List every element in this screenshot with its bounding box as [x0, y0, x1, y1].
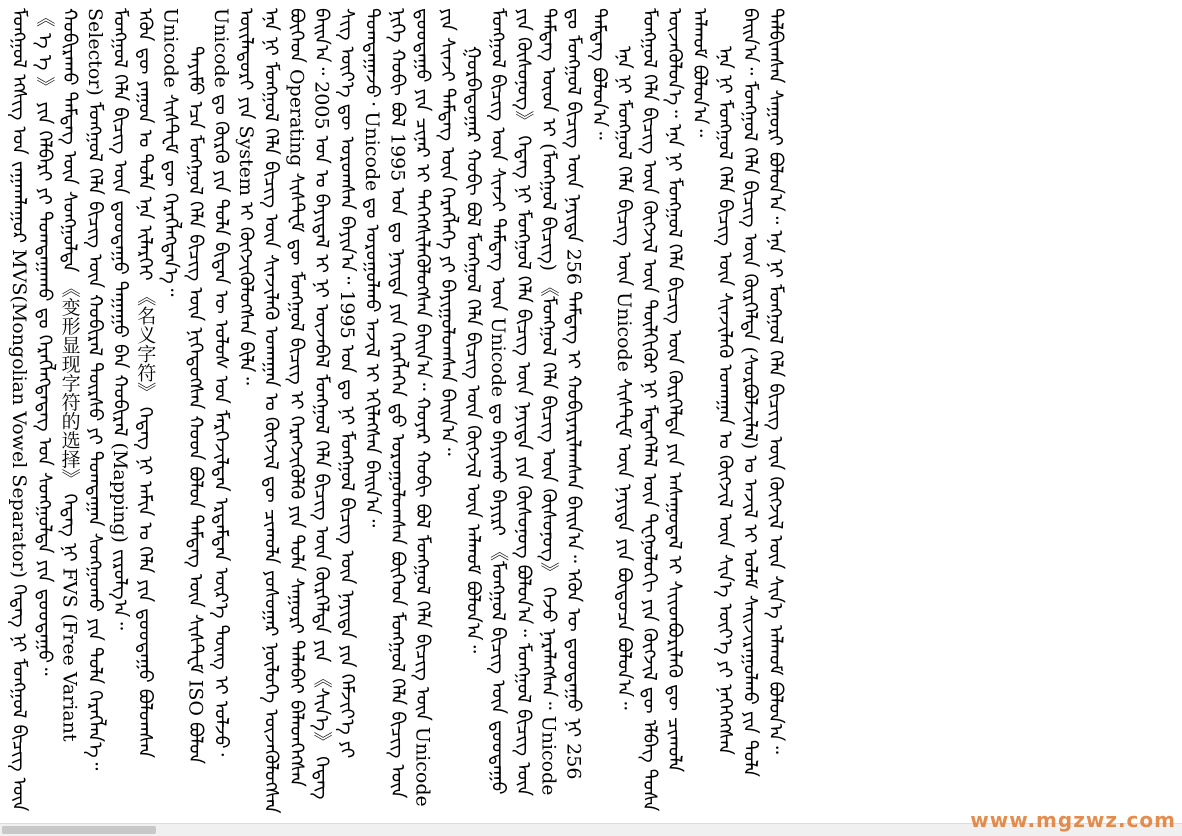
paragraph: ᠮᠣᠩᠭᠣᠯ ᠡᠭᠰᠢᠭ ᠤᠨ ᠵᠠᠭᠠᠭᠯᠠᠭᠤᠷ MVS(Mongolian Vowel Separator) ᠭᠡᠳᠡᠭ ᠨᠢ ᠮᠣᠩᠭᠣᠯ ᠪᠢᠴᠢᠭ ᠦᠨ 《 ᠠ᠋ ᠡ 》 ᠶᠢᠨ ᠬᠡᠯᠪᠡᠷᠢ ᠶᠢ ᠲᠣᠭᠲᠠᠭᠠᠬᠤ ᠳᠤ ᠬᠡᠷᠡᠭᠯᠡᠭᠳᠡᠳᠡᠭ ᠤᠨ ᠰᠣᠩᠭᠣᠯᠲᠠ ᠶᠢᠨ ᠳ᠋ᠤᠤᠳᠠᠭᠤ᠃ — [8, 8, 56, 812]
paragraph: ᠲᠡᠶᠢᠮᠦ ᠡᠴᠡ ᠮᠣᠩᠭᠣᠯ ᠬᠡᠯᠡ ᠪᠢᠴᠢᠭ ᠦᠨ ᠨᠢᠭᠡᠳᠦᠭᠰᠡᠨ ᠬᠣᠳ ᠪᠣᠯᠣᠨ ᠲᠡᠮᠳᠡᠭ ᠦᠨ ᠰᠢᠰᠲ᠋ᠧᠮ ISO ᠪᠣᠯᠣᠨ Unicode ᠳᠤ ᠬᠦᠷᠬᠦ ᠶᠢᠨ ᠲᠤᠯᠠ ᠪᠢᠳᠡᠨ ᠦ ᠤᠯᠤᠰ ᠤᠨ ᠮᠡᠷᠭᠡᠵᠢᠯᠲᠡᠨ ᠡᠷᠳᠡᠮᠲᠡᠨ ᠦᠷ᠎ᠡ ᠳᠦᠩ ᠢ ᠣᠯᠵᠤ᠂ ᠦᠢᠯᠡᠳᠦᠷᠢ ᠶᠢᠨ System ᠢ ᠬᠥᠭᠵᠢᠭᠦᠯᠦᠭᠰᠡᠨ ᠪᠢᠯᠡ᠃ — [184, 8, 258, 765]
paragraph: ᠭᠤᠷᠪᠠᠳᠤᠭᠠᠷ ᠬᠤᠪᠢ ᠪᠣᠯ ᠮᠣᠩᠭᠣᠯ ᠬᠡᠯᠡ ᠪᠢᠴᠢᠭ ᠦᠨ ᠬᠥᠭᠵᠢᠯ ᠦᠨ ᠠᠯᠬᠤᠮ ᠪᠣᠯᠤᠨ᠎ᠠ᠃ — [461, 46, 484, 653]
paragraph: ᠨᠢᠭᠡ ᠬᠤᠪᠢ ᠪᠣᠯ 1995 ᠣᠨ ᠳᠤ ᠨᠡᠶᠢᠲᠡ ᠶᠢᠨ ᠬᠡᠷᠡᠭᠯᠡᠭᠡᠨ ᠳ᠋ᠤ ᠣᠷᠣᠭᠤᠯᠤᠭᠰᠠᠨ ᠪᠥᠭᠡᠳ ᠮᠣᠩᠭᠣᠯ ᠬᠡᠯᠡ ᠪᠢᠴᠢᠭ ᠦᠨ ᠳ᠋ᠤᠤᠳᠠᠭᠤ ᠶᠢᠨ ᠴᠢᠨᠠᠷ ᠢ ᠳᠡᠭᠡᠭᠰᠢᠯᠡᠭᠦᠯᠦᠭᠰᠡᠨ ᠪᠠᠢᠨ᠎ᠠ᠃ ᠬᠣᠶᠠᠷ ᠬᠤᠪᠢ ᠪᠣᠯ ᠮᠣᠩᠭᠣᠯ ᠬᠡᠯᠡ ᠪᠢᠴᠢᠭ ᠦᠨ Unicode ᠶᠢᠨ ᠰᠢᠨᠵᠢ ᠲᠡᠮᠳᠡᠭ ᠦᠨ ᠬᠡᠷᠡᠭᠯᠡᠭᠡ ᠶᠢ ᠪᠠᠶᠢᠭᠤᠯᠤᠭᠰᠠᠨ ᠪᠠᠢᠨ᠎ᠠ᠃ — [386, 8, 459, 807]
paragraph: ᠬᠤᠪᠢᠷᠠᠬᠤ ᠲᠡᠮᠳᠡᠭ ᠦᠨ ᠰᠣᠩᠭᠣᠯᠲᠠ 《变形显现字符的选择》 ᠭᠡᠳᠡᠭ ᠨᠢ FVS (Free Variant Selector) ᠮᠣᠩᠭᠣᠯ ᠬᠡᠯᠡ ᠪᠢᠴᠢᠭ ᠦᠨ ᠬᠤᠪᠢᠷᠠᠯ ᠳᠦᠷᠰᠦ ᠶᠢ ᠲᠣᠭᠲᠠᠭᠠᠨ ᠰᠣᠩᠭᠣᠬᠤ ᠶᠢᠨ ᠲᠤᠯᠠ ᠬᠡᠷᠡᠭᠯᠡᠨ᠎ᠡ᠃ ᠮᠣᠩᠭᠣᠯ ᠬᠡᠯᠡ ᠪᠢᠴᠢᠭ ᠦᠨ ᠳ᠋ᠤᠤᠳᠠᠭᠤ ᠳᠠᠭᠠᠭᠤ ᠪᠡᠨ ᠬᠤᠪᠢᠷᠠᠯ (Mapping) ᠵᠢᠷᠤᠯᠭ᠎ᠠ᠃ — [58, 8, 132, 771]
site-watermark: www.mgzwz.com — [970, 808, 1176, 832]
scrollbar-thumb[interactable] — [2, 826, 156, 834]
paragraph: ᠮᠣᠩᠭᠣᠯ ᠪᠢᠴᠢᠭ ᠦᠨ ᠰᠢᠨᠵᠢ ᠲᠡᠮᠳᠡᠭ ᠦᠨ Unicode ᠳᠤ ᠪᠠᠶᠢᠬᠤ ᠪᠠᠶᠢᠷᠢ 《ᠮᠣᠩᠭᠣᠯ ᠪᠢᠴᠢᠭ ᠦᠨ ᠳ᠋ᠤᠤᠳᠠᠭᠤ ᠶᠢᠨ ᠬᠦᠰᠦᠨᠦᠭ》 ᠭᠡᠳᠡᠭ ᠨᠢ ᠮᠣᠩᠭᠣᠯ ᠬᠡᠯᠡ ᠪᠢᠴᠢᠭ ᠦᠨ ᠨᠡᠶᠢᠲᠡ ᠶᠢᠨ ᠬᠦᠰᠦᠨᠦᠭ ᠪᠣᠯᠤᠨ᠎ᠠ᠃ ᠮᠣᠩᠭᠣᠯ ᠪᠢᠴᠢᠭ ᠦᠨ ᠲᠡᠮᠳᠡᠭ ᠦᠳ ᠢ (ᠮᠣᠩᠭᠣᠯ ᠪᠢᠴᠢᠭ) 《ᠮᠣᠩᠭᠣᠯ ᠬᠡᠯᠡ ᠪᠢᠴᠢᠭ ᠦᠨ ᠬᠦᠰᠦᠨᠦᠭ》 ᠭᠡᠵᠦ ᠨᠡᠷᠡᠯᠡᠭᠰᠡᠨ᠃ Unicode ᠳᠤ ᠮᠣᠩᠭᠣᠯ ᠪᠢᠴᠢᠭ ᠦᠨ ᠨᠡᠶᠢᠲᠡ 256 ᠲᠡᠮᠳᠡᠭ ᠢ ᠬᠤᠪᠢᠶᠠᠷᠢᠯᠠᠭᠰᠠᠨ ᠪᠠᠢᠨ᠎ᠠ᠃ ᠡᠭᠦᠨ ᠦ ᠳ᠋ᠤᠤᠳᠠᠭᠤ ᠨᠢ 256 ᠲᠡᠮᠳᠡᠭ ᠪᠣᠯᠤᠨ᠎ᠠ᠃ — [487, 8, 610, 797]
paragraph: ᠮᠣᠩᠭᠣᠯ ᠬᠡᠯᠡ ᠪᠢᠴᠢᠭ ᠦᠨ ᠬᠥᠭᠵᠢᠯ ᠦᠨ ᠲᠦᠯᠬᠢᠭᠦᠷ ᠨᠢ ᠮᠡᠳᠡᠭᠡᠯᠡᠯ ᠦᠨ ᠲᠧᠭᠨᠣᠯᠣᠭᠢ ᠶᠢᠨ ᠬᠥᠭᠵᠢᠯ ᠳᠦ ᠡᠯᠪᠡᠭ ᠲᠤᠰᠠ ᠦᠵᠡᠭᠦᠯᠦᠨ᠎ᠡ᠃ ᠡᠨᠡ ᠨᠢ ᠮᠣᠩᠭᠣᠯ ᠬᠡᠯᠡ ᠪᠢᠴᠢᠭ ᠦᠨ ᠬᠦᠷᠭᠡᠯᠲᠡ ᠶᠢᠨ ᠠᠰᠠᠭᠤᠳᠠᠯ ᠢ ᠰᠢᠢᠳᠪᠦᠷᠢᠯᠡᠬᠦ ᠳᠦ ᠴᠢᠬᠤᠯᠠ ᠠᠯᠬᠤᠮ ᠪᠣᠯᠤᠨ᠎ᠠ᠃ — [638, 8, 711, 812]
paragraph: ᠡᠨᠡ ᠨᠢ ᠮᠣᠩᠭᠣᠯ ᠬᠡᠯᠡ ᠪᠢᠴᠢᠭ ᠦᠨ Unicode ᠰᠢᠰᠲ᠋ᠧᠮ ᠦᠨ ᠨᠡᠶᠢᠲᠡ ᠶᠢᠨ ᠪᠦᠲᠦᠴᠡ ᠪᠣᠯᠤᠨ᠎ᠠ᠃ — [613, 46, 636, 710]
paragraph: ᠡᠨᠡ ᠨᠢ ᠮᠣᠩᠭᠣᠯ ᠬᠡᠯᠡ ᠪᠢᠴᠢᠭ ᠦᠨ ᠰᠢᠨᠵᠢᠯᠡᠬᠦ ᠤᠬᠠᠭᠠᠨ ᠤ ᠬᠥᠭᠵᠢᠯ ᠦᠨ ᠰᠢᠨ᠎ᠡ ᠦᠶ᠎ᠡ ᠶᠢ ᠨᠡᠭᠡᠭᠡᠭᠰᠡᠨ ᠪᠠᠢᠨ᠎ᠠ᠃ ᠮᠣᠩᠭᠣᠯ ᠬᠡᠯᠡ ᠪᠢᠴᠢᠭ ᠦᠨ ᠬᠦᠷᠭᠡᠯᠲᠡ (ᠰᠤᠷᠪᠤᠯᠵᠢᠯᠠᠯ) ᠤ ᠠᠵᠢᠯ ᠢ ᠤᠯᠠᠮ ᠰᠠᠢᠵᠢᠷᠠᠭᠤᠯᠬᠤ ᠶᠢᠨ ᠲᠤᠯᠠ ᠲᠠᠯᠪᠢᠭᠰᠠᠨ ᠰᠠᠭᠤᠷᠢ ᠪᠣᠯᠤᠨ᠎ᠠ᠃ ᠡᠨᠡ ᠨᠢ ᠮᠣᠩᠭᠣᠯ ᠬᠡᠯᠡ ᠪᠢᠴᠢᠭ ᠦᠨ ᠬᠥᠭᠵᠢᠯ ᠦᠨ ᠰᠢᠨ᠎ᠡ ᠠᠯᠬᠤᠮ ᠪᠣᠯᠤᠨ᠎ᠠ᠃ — [713, 8, 787, 777]
paragraph: ᠡᠭᠦᠨ ᠳᠦ ᠶᠠᠭᠤᠨ ᠤ ᠲᠤᠯᠠ ᠡᠨᠡ ᠢᠯᠡᠷᠬᠡᠢ 《名义字符》 ᠭᠡᠳᠡᠭ ᠨᠢ ᠠᠮᠢᠨ ᠤ ᠬᠡᠯᠡ ᠶᠢᠨ ᠳ᠋ᠤᠤᠳᠠᠭᠤ ᠪᠣᠯᠤᠭᠰᠠᠨ Unicode ᠰᠢᠰᠲ᠋ᠧᠮ ᠳᠦ ᠬᠡᠷᠡᠭᠯᠡᠭᠳᠡᠨ᠎ᠡ᠃ — [134, 8, 182, 759]
document-body — [6, 8, 1154, 818]
paragraph: ᠡᠨᠡ ᠨᠢ ᠮᠣᠩᠭᠣᠯ ᠬᠡᠯᠡ ᠪᠢᠴᠢᠭ ᠦᠨ ᠰᠢᠨᠵᠢᠯᠡᠬᠦ ᠤᠬᠠᠭᠠᠨ ᠤ ᠬᠥᠭᠵᠢᠯ ᠳᠦ ᠴᠢᠬᠤᠯᠠ ᠶᠤᠰᠤᠭᠠᠷ ᠨᠥᠯᠦᠭᠡ ᠦᠵᠡᠭᠦᠯᠦᠭᠰᠡᠨ ᠪᠥᠭᠡᠳ Operating ᠰᠢᠰᠲ᠋ᠧᠮ ᠳᠦ ᠮᠣᠩᠭᠣᠯ ᠪᠢᠴᠢᠭ ᠢ ᠬᠡᠷᠡᠭᠵᠢᠭᠦᠯᠬᠦ ᠶᠢᠨ ᠲᠤᠯᠠ ᠰᠠᠭᠤᠷᠢ ᠲᠠᠯᠠᠪᠠᠢ ᠪᠡᠯᠡᠳᠬᠡᠭᠰᠡᠨ ᠪᠠᠢᠨ᠎ᠠ᠃ 2005 ᠣᠨ ᠤ ᠪᠠᠶᠢᠳᠠᠯ ᠢ ᠨᠢ ᠦᠵᠡᠪᠡᠯ ᠮᠣᠩᠭᠣᠯ ᠬᠡᠯᠡ ᠪᠢᠴᠢᠭ ᠦᠨ ᠬᠦᠷᠭᠡᠯᠲᠡ ᠶᠢᠨ 《ᠰᠢᠨ᠎ᠡ》 ᠭᠡᠳᠡᠭ ᠰᠢᠭ ᠦᠶ᠎ᠡ ᠳᠦ ᠣᠷᠣᠭᠰᠠᠨ ᠪᠠᠶᠢᠨ᠎ᠠ᠃ 1995 ᠣᠨ ᠳᠤ ᠨᠢ ᠮᠣᠩᠭᠣᠯ ᠪᠢᠴᠢᠭ ᠦᠨ ᠨᠡᠶᠢᠲᠡ ᠶᠢᠨ ᠬᠡᠮᠵᠢᠶ᠎ᠡ ᠶᠢ ᠲᠣᠭᠲᠠᠭᠠᠵᠤ᠂ Unicode ᠳᠤ ᠣᠷᠣᠭᠤᠯᠬᠤ ᠠᠵᠢᠯ ᠢ ᠡᠬᠢᠯᠡᠭᠰᠡᠨ ᠪᠠᠢᠨ᠎ᠠ᠃ — [260, 8, 384, 814]
